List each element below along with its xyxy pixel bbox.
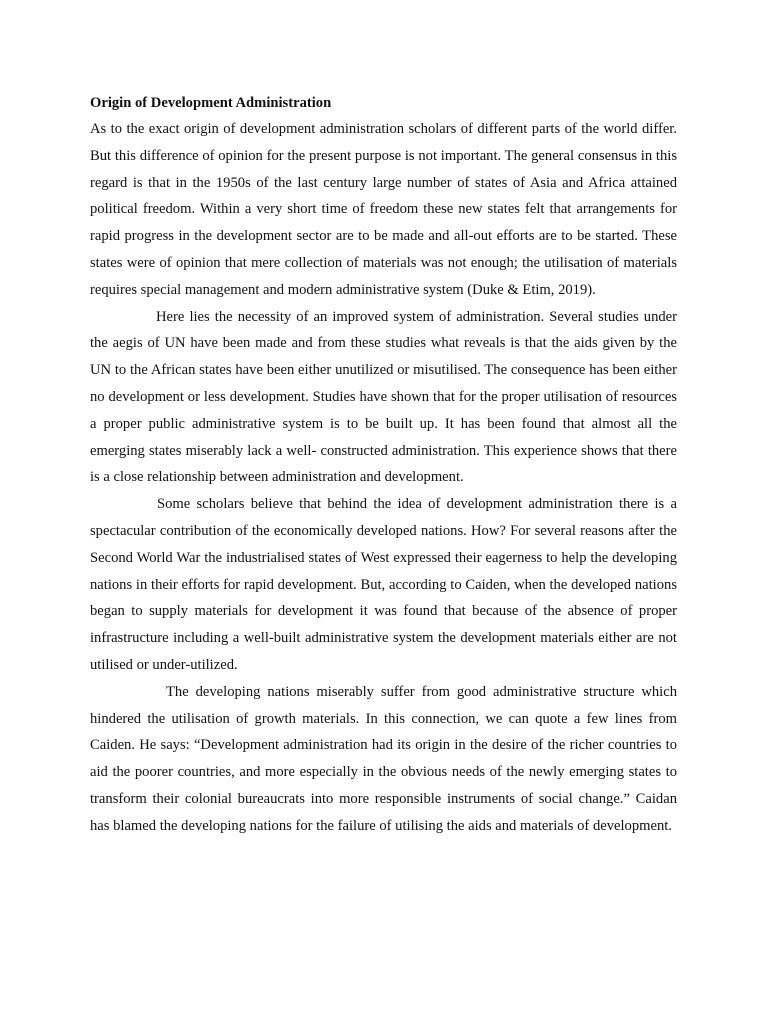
paragraph-4: The developing nations miserably suffer from good administrative structure which hindered the utilisation of growth materials. In this connection, we can quote a few lines from Caiden. He says: “Development administration had its origin in the desire of the richer countries to aid the poorer countries, and more especially in the obvious needs of the newly emerging states to transform their colonial bureaucrats into more responsible instruments of social change.” Caidan has blamed the developing nations for the failure of utilising the aids and materials of development. [90,683,677,834]
section-heading: Origin of Development Administration [90,95,332,111]
document-page [90,92,677,840]
paragraph-3: Some scholars believe that behind the idea of development administration there is a spectacular contribution of the economically developed nations. How? For several reasons after the Second World War the industrialised states of West expressed their eagerness to help the developing nations in their efforts for rapid development. But, according to Caiden, when the developed nations began to supply materials for development it was found that because of the absence of proper infrastructure including a well-built administrative system the development materials either are not utilised or under-utilized. [90,496,677,673]
paragraph-2: Here lies the necessity of an improved system of administration. Several studies under the aegis of UN have been made and from these studies what reveals is that the aids given by the UN to the African states have been either unutilized or misutilised. The consequence has been either no development or less development. Studies have shown that for the proper utilisation of resources a proper public administrative system is to be built up. It has been found that almost all the emerging states miserably lack a well- constructed administration. This experience shows that there is a close relationship between administration and development. [90,308,677,486]
paragraph-1: As to the exact origin of development administration scholars of different parts of the world differ. But this difference of opinion for the present purpose is not important. The general consensus in this regard is that in the 1950s of the last century large number of states of Asia and Africa attained political freedom. Within a very short time of freedom these new states felt that arrangements for rapid progress in the development sector are to be made and all-out efforts are to be started. These states were of opinion that mere collection of materials was not enough; the utilisation of materials requires special management and modern administrative system (Duke & Etim, 2019). [90,121,677,298]
